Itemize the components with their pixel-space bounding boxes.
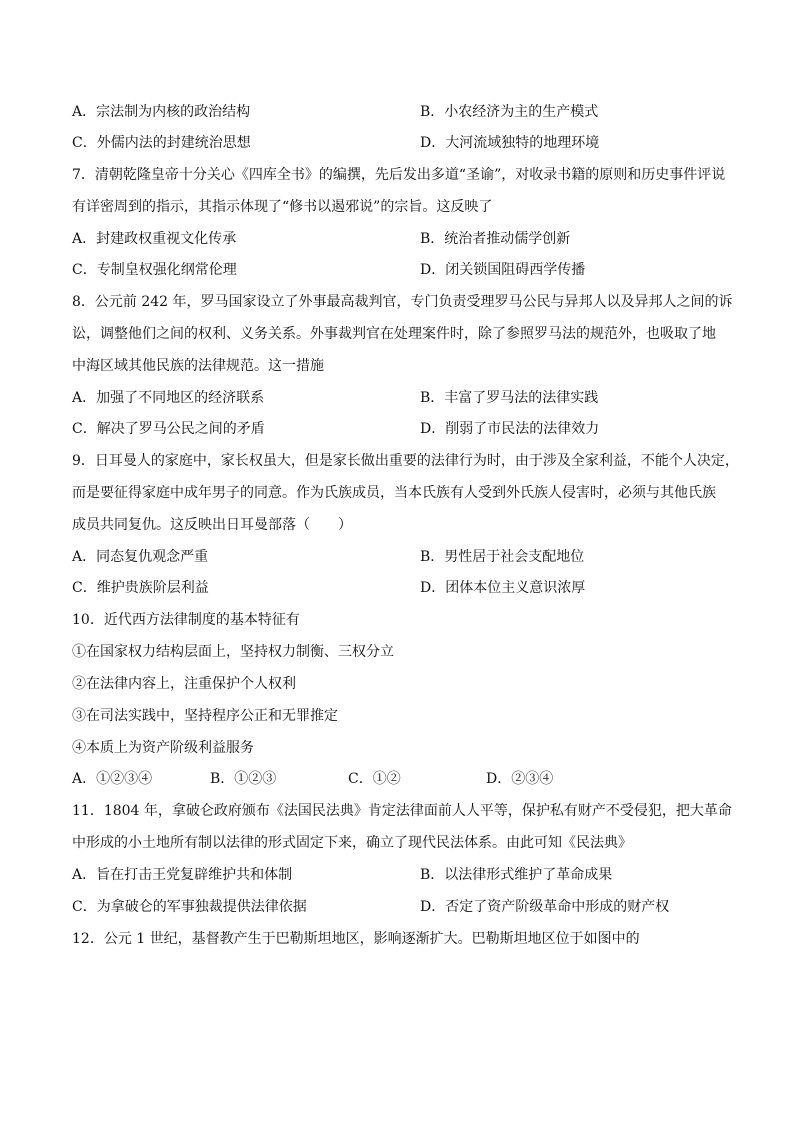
- q6-option-a[interactable]: A．宗法制为内核的政治结构: [72, 104, 251, 120]
- q11-stem-line-1: 11．1804 年，拿破仑政府颁布《法国民法典》肯定法律面前人人平等，保护私有财产不受侵犯，把大革命: [72, 803, 732, 819]
- q9-options-row-2: [72, 577, 732, 599]
- q8-stem-line-3: 中海区域其他民族的法律规范。这一措施: [72, 358, 324, 374]
- q9-stem-line-2: 而是要征得家庭中成年男子的同意。作为氏族成员，当本氏族有人受到外氏族人侵害时，必须与其他氏族: [72, 485, 716, 501]
- q9-stem-line-3: 成员共同复仇。这反映出日耳曼部落（ ）: [72, 517, 352, 533]
- q8-option-a[interactable]: A．加强了不同地区的经济联系: [72, 390, 265, 406]
- q9-option-a[interactable]: A．同态复仇观念严重: [72, 549, 209, 565]
- q11-stem-line-2: 中形成的小土地所有制以法律的形式固定下来，确立了现代民法体系。由此可知《民法典》: [72, 835, 632, 851]
- q11-option-c[interactable]: C．为拿破仑的军事独裁提供法律依据: [72, 899, 307, 915]
- q10-item-3: ③在司法实践中，坚持程序公正和无罪推定: [72, 708, 338, 724]
- q11-option-d[interactable]: D．否定了资产阶级革命中形成的财产权: [420, 899, 670, 915]
- q8-stem-line-1: 8．公元前 242 年，罗马国家设立了外事最高裁判官，专门负责受理罗马公民与异邦人以及异邦人之间的诉: [72, 294, 733, 310]
- q11-options-row-2: [72, 896, 732, 918]
- q8-stem-line-2: 讼，调整他们之间的权利、义务关系。外事裁判官在处理案件时，除了参照罗马法的规范外，也吸取了地: [72, 326, 716, 342]
- q10-item-2: ②在法律内容上，注重保护个人权利: [72, 676, 296, 692]
- q11-option-b[interactable]: B．以法律形式维护了革命成果: [420, 867, 613, 883]
- q7-stem-line-1: 7．清朝乾隆皇帝十分关心《四库全书》的编撰，先后发出多道“圣谕”，对收录书籍的原则和历史事件评说: [72, 167, 726, 183]
- q7-option-c[interactable]: C．专制皇权强化纲常伦理: [72, 262, 237, 278]
- q11-option-a[interactable]: A．旨在打击王党复辟维护共和体制: [72, 867, 293, 883]
- q7-options-row-2: [72, 259, 732, 281]
- q7-option-d[interactable]: D．闭关锁国阻碍西学传播: [420, 262, 586, 278]
- q7-stem-line-2: 有详密周到的指示，其指示体现了“修书以遏邪说”的宗旨。这反映了: [72, 199, 493, 215]
- q9-option-c[interactable]: C．维护贵族阶层利益: [72, 580, 209, 596]
- q8-options-row-2: [72, 418, 732, 440]
- q10-item-1: ①在国家权力结构层面上，坚持权力制衡、三权分立: [72, 644, 394, 660]
- q10-option-a[interactable]: A．①②③④: [72, 771, 153, 787]
- q8-option-d[interactable]: D．削弱了市民法的法律效力: [420, 421, 600, 437]
- q9-stem-line-1: 9．日耳曼人的家庭中，家长权虽大，但是家长做出重要的法律行为时，由于涉及全家利益，不能个人决定，: [72, 453, 739, 469]
- q8-options-row-1: [72, 387, 732, 409]
- q10-item-4: ④本质上为资产阶级利益服务: [72, 740, 254, 756]
- q6-options-row-1: [72, 101, 732, 123]
- q9-option-b[interactable]: B．男性居于社会支配地位: [420, 549, 585, 565]
- q10-option-c[interactable]: C．①②: [348, 771, 401, 787]
- q10-stem: 10．近代西方法律制度的基本特征有: [72, 612, 300, 628]
- q9-option-d[interactable]: D．团体本位主义意识浓厚: [420, 580, 586, 596]
- q11-options-row-1: [72, 864, 732, 886]
- q7-option-b[interactable]: B．统治者推动儒学创新: [420, 231, 571, 247]
- q7-option-a[interactable]: A．封建政权重视文化传承: [72, 231, 237, 247]
- q12-stem: 12．公元 1 世纪，基督教产生于巴勒斯坦地区，影响逐渐扩大。巴勒斯坦地区位于如图中的: [72, 931, 640, 947]
- q7-options-row-1: [72, 228, 732, 250]
- q10-option-b[interactable]: B．①②③: [210, 771, 277, 787]
- q6-option-b[interactable]: B．小农经济为主的生产模式: [420, 104, 599, 120]
- q8-option-c[interactable]: C．解决了罗马公民之间的矛盾: [72, 421, 265, 437]
- q9-options-row-1: [72, 546, 732, 568]
- q6-option-d[interactable]: D．大河流域独特的地理环境: [420, 135, 600, 151]
- q6-options-row-2: [72, 132, 732, 154]
- q10-option-d[interactable]: D．②③④: [486, 771, 554, 787]
- q10-options-row: [72, 768, 732, 790]
- q8-option-b[interactable]: B．丰富了罗马法的法律实践: [420, 390, 599, 406]
- q6-option-c[interactable]: C．外儒内法的封建统治思想: [72, 135, 251, 151]
